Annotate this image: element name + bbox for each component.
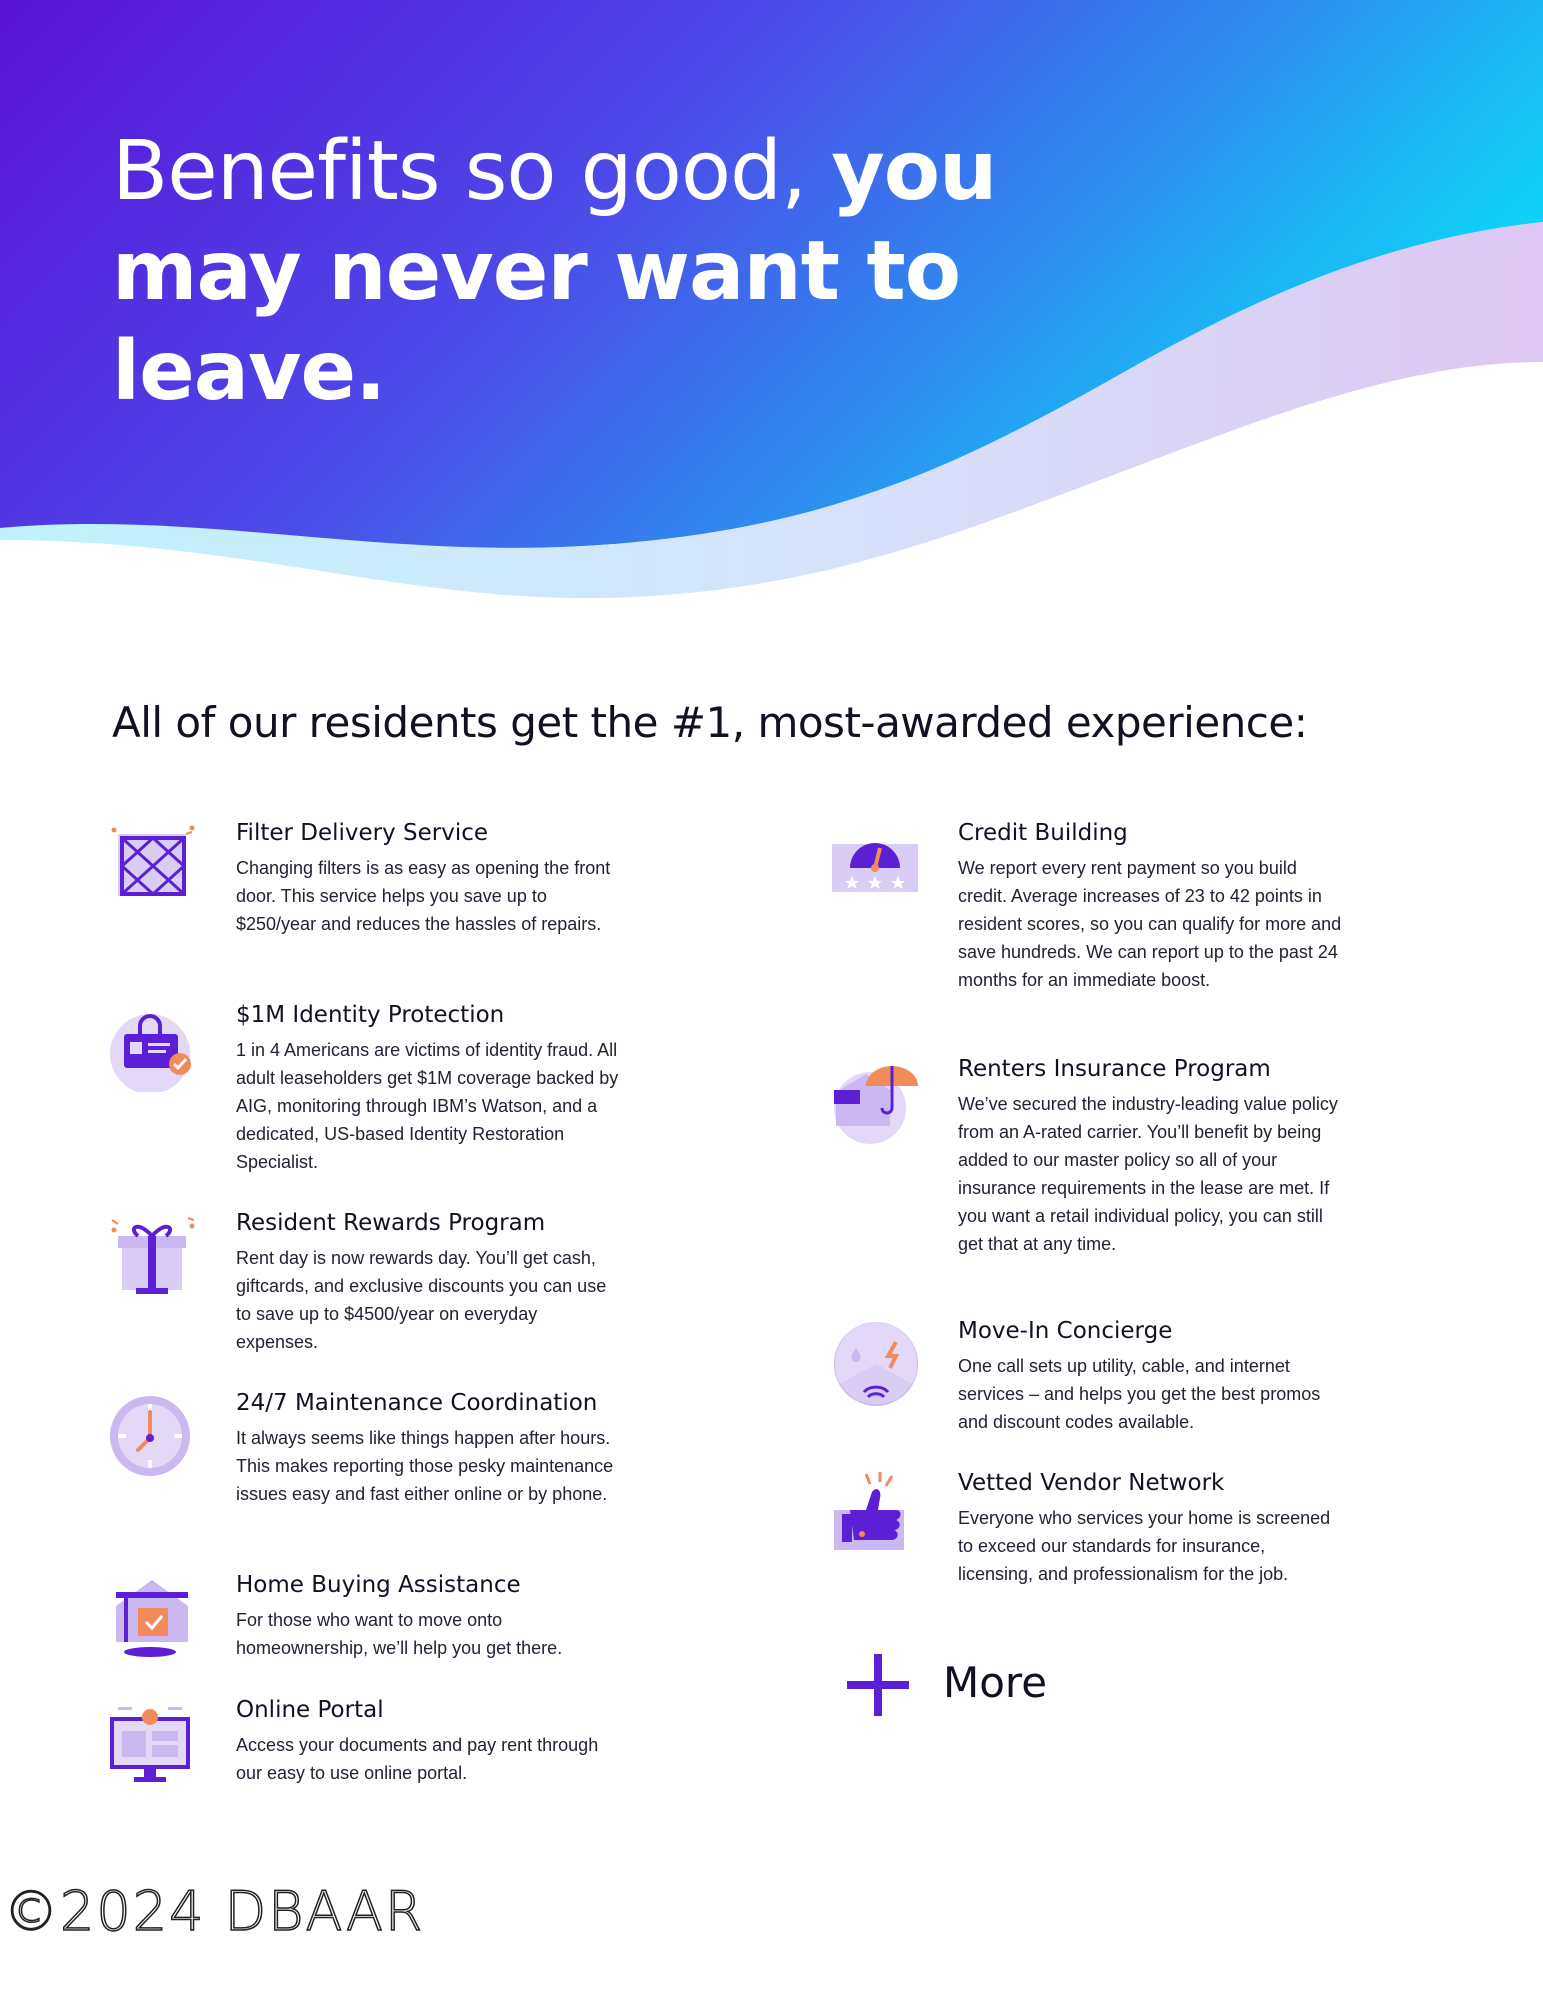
benefit-title: Move-In Concierge	[958, 1318, 1173, 1344]
monitor-portal-icon	[108, 1697, 198, 1787]
benefit-description: Rent day is now rewards day. You’ll get cash, giftcards, and exclusive discounts you can use to save up to $4500/year on everyday expenses.	[236, 1248, 607, 1352]
benefit-description: One call sets up utility, cable, and internet services – and helps you get the best promos and discount codes available.	[958, 1356, 1321, 1432]
hero-banner	[0, 0, 1543, 640]
benefit-title: $1M Identity Protection	[236, 1002, 505, 1028]
benefit-description: For those who want to move onto homeownership, we’ll help you get there.	[236, 1610, 563, 1658]
utilities-icon	[830, 1318, 920, 1408]
benefit-description: Everyone who services your home is screened to exceed our standards for insurance, licensing, and professionalism for the job.	[958, 1508, 1331, 1584]
benefit-title: Resident Rewards Program	[236, 1210, 546, 1236]
benefit-title: Home Buying Assistance	[236, 1572, 521, 1598]
hero-title	[112, 122, 1212, 422]
plus-icon	[845, 1652, 911, 1718]
filter-icon	[108, 820, 198, 910]
hero-title-light: Benefits so good,	[112, 124, 832, 219]
benefit-title: Online Portal	[236, 1697, 384, 1723]
section-subhead: All of our residents get the #1, most-awarded experience:	[112, 698, 1308, 747]
benefit-description: We’ve secured the industry-leading value policy from an A-rated carrier. You’ll benefit by being added to our master policy so all of your insurance requirements in the lease are met. If you want a retail individual policy, you can still get that at any time.	[958, 1094, 1338, 1254]
benefit-description: Changing filters is as easy as opening the front door. This service helps you save up to $250/year and reduces the hassles of repairs.	[236, 858, 611, 934]
more-label: More	[943, 1658, 1048, 1707]
house-calendar-icon	[108, 1572, 198, 1662]
gift-icon	[108, 1210, 198, 1300]
id-card-lock-icon	[108, 1002, 198, 1092]
benefit-description: It always seems like things happen after hours. This makes reporting those pesky maintenance issues easy and fast either online or by phone.	[236, 1428, 614, 1504]
thumbs-up-icon	[830, 1470, 920, 1560]
benefit-description: 1 in 4 Americans are victims of identity fraud. All adult leaseholders get $1M coverage backed by AIG, monitoring through IBM’s Watson, and a dedicated, US-based Identity Restoration Specialist.	[236, 1040, 619, 1172]
benefit-title: Credit Building	[958, 820, 1128, 846]
benefit-title: Filter Delivery Service	[236, 820, 489, 846]
house-umbrella-icon	[830, 1056, 920, 1146]
hero-title-bold: you may never want to leave.	[112, 124, 997, 419]
credit-gauge-icon	[830, 820, 920, 910]
benefit-description: We report every rent payment so you build credit. Average increases of 23 to 42 points in resident scores, so you can qualify for more and save hundreds. We can report up to the past 24 months for an immediate boost.	[958, 858, 1342, 990]
benefit-title: Vetted Vendor Network	[958, 1470, 1225, 1496]
benefit-description: Access your documents and pay rent through our easy to use online portal.	[236, 1735, 599, 1783]
copyright-watermark: ©2024 DBAAR	[4, 1880, 425, 1943]
benefit-title: 24/7 Maintenance Coordination	[236, 1390, 598, 1416]
clock-icon	[108, 1390, 198, 1480]
benefit-title: Renters Insurance Program	[958, 1056, 1271, 1082]
